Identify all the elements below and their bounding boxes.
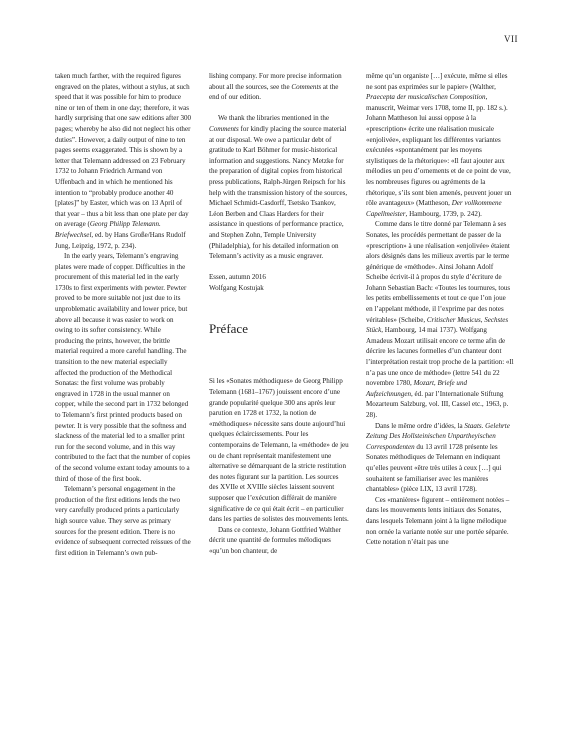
column-right xyxy=(366,71,514,548)
paragraph: même qu’un organiste […] exécute, même si elles ne sont pas exprimées sur le papier» (Walther, Praecepta der musicalischen Composition, manuscrit, Weimar vers 1708, tome II, pp. 182 s.). Johann Mattheson lui aussi oppose à la «prescription» écrite une réalisation musicale «enjolivée», expliquant les différentes variantes exécutées «spontanément par les moyens stylistiques de la rhétorique»: «Il faut ajouter aux mélodies un peu d’ornements et de ce point de vue, les nombreuses figures ou agréments de la rhétorique, s’ils sont bien amenés, peuvent jouer un rôle avantageux» (Mattheson, Der vollkommene Capellmeister, Hambourg, 1739, p. 242). xyxy=(366,72,512,218)
column-left xyxy=(55,71,191,558)
acknowledgements-paragraph: We thank the libraries mentioned in the Comments for kindly placing the source material at our disposal. We owe a particular debt of gratitude to Karl Böhmer for music-historical information and suggestions. Nancy Metzke for the preparation of digital copies from historical press publications, Ralph-Jürgen Reipsch for his help with the transmission history of the sources, Michael Schmidt-Casdorff, Tsetsko Tsankov, Léon Berben and Claas Harders for their assistance in questions of performance practice, and Stephen Zohn, Temple University (Philadelphia), for his detailed information on Telemann’s activity as a music engraver. xyxy=(209,114,348,261)
paragraph: taken much farther, with the required figures engraved on the plates, without a stylus, at such speed that it was possible for him to produce nine or ten of them in one day; therefore, it was hardly surprising that one saw editions after 300 pages; whereby he also did not neglect his other duties”. However, a daily output of nine to ten pages seems exaggerated. This is shown by a letter that Telemann addressed on 23 February 1732 to Johann Friedrich Armand von Uffenbach and in which he mentioned his intention to “probably produce another 40 [plates]” by Easter, which was on 13 April of that year – thus a bit less than one plate per day on average (Georg Philipp Telemann. Briefwechsel, ed. by Hans Große/Hans Rudolf Jung, Leipzig, 1972, p. 234). xyxy=(55,72,192,250)
page-number: VII xyxy=(504,34,518,44)
paragraph: Comme dans le titre donné par Telemann à ses Sonates, les procédés permettant de passer de la «prescription» à une réalisation «enjolivée» étaient alors désignés dans les milieux avertis par le terme générique de «méthode». Ainsi Johann Adolf Scheibe écrivit-il à propos du style d’écriture de Johann Sebastian Bach: «Toutes les tournures, tous les petits embellissements et tout ce que l’on joue en l’appelant méthode, il l’exprime par des notes véritables» (Scheibe, Critischer Musicus, Sechstes Stück, Hambourg, 14 mai 1737). Wolfgang Amadeus Mozart utilisait encore ce terme afin de décrire les lacunes formelles d’un chanteur dont l’interprétation restait trop proche de la partition: «Il n’a pas une once de méthode» (lettre 541 du 22 novembre 1780, Mozart, Briefe und Aufzeichnungen, éd. par l’Internationale Stiftung Mozarteum Salzburg, vol. III, Cassel etc., 1963, p. 28). xyxy=(366,220,514,419)
paragraph: lishing company. For more precise information about all the sources, see the Comments at the end of our edition. xyxy=(209,72,342,102)
paragraph: Dans le même ordre d’idées, la Staats. Gelehrte Zeitung Des Hollsteinischen Unpartheyischen Correspondenten du 13 avril 1728 présente les Sonates méthodiques de Telemann en indiquant qu’elles peuvent «être très utiles à ceux […] qui souhaitent se familiariser avec les manières chantables» (pièce LIX, 13 avril 1728). xyxy=(366,421,510,494)
column-middle xyxy=(209,71,349,557)
section-heading: Préface xyxy=(209,321,248,337)
paragraph: Si les «Sonates méthodiques» de Georg Philipp Telemann (1681–1767) jouissent encore d’une grande popularité quelque 300 ans après leur parution en 1728 et 1732, la notion de «méthodiques» nécessite sans doute aujourd’hui quelques éclaircissements. Pour les contemporains de Telemann, la «méthode» de jeu ou de chant représentait manifestement une alternative se démarquant de la stricte restitution des notes figurant sur la partition. Les sources des XVIIe et XVIIIe siècles laissent souvent supposer que l’exécution différait de manière significative de ce qui était écrit – en particulier dans les parties de solistes des mouvements lents. xyxy=(209,377,349,524)
paragraph: Dans ce contexte, Johann Gottfried Walther décrit une quantité de formules mélodiques «qu’un bon chanteur, de xyxy=(209,525,341,555)
paragraph: Telemann’s personal engagement in the production of the first editions lends the two very carefully produced prints a particularly high source value. They serve as primary sources for the present edition. There is no evidence of subsequent corrected reissues of the first edition in Telemann’s own pub- xyxy=(55,485,191,557)
signature-place-date: Essen, autumn 2016 xyxy=(209,273,266,282)
paragraph: In the early years, Telemann’s engraving plates were made of copper. Difficulties in the procurement of this material led in the early 1730s to first experiments with pewter. Pewter proved to be more suitable not just due to its unproblematic availability and lower price, but above all because it was easier to work on owing to its softer consistency. While producing the prints, however, the brittle material required a more careful handling. The transition to the new material especially affected the production of the Methodical Sonatas: the first volume was probably engraved in 1728 in the usual manner on copper, while the second part in 1732 belonged to Telemann’s first printed products based on pewter. It is very possible that the softness and slackness of the material led to a smaller print run for the second volume, and in this way contributed to the fact that the number of copies of the second volume extant today amounts to a third of those of the first book. xyxy=(55,252,191,483)
signature-author: Wolfgang Kostujak xyxy=(209,283,264,292)
paragraph: Ces «manières» figurent – entièrement notées – dans les mouvements lents initiaux des Sonates, dans lesquels Telemann joint à la ligne mélodique non ornée la variante notée sur une portée séparée. Cette notation n’était pas une xyxy=(366,495,510,547)
